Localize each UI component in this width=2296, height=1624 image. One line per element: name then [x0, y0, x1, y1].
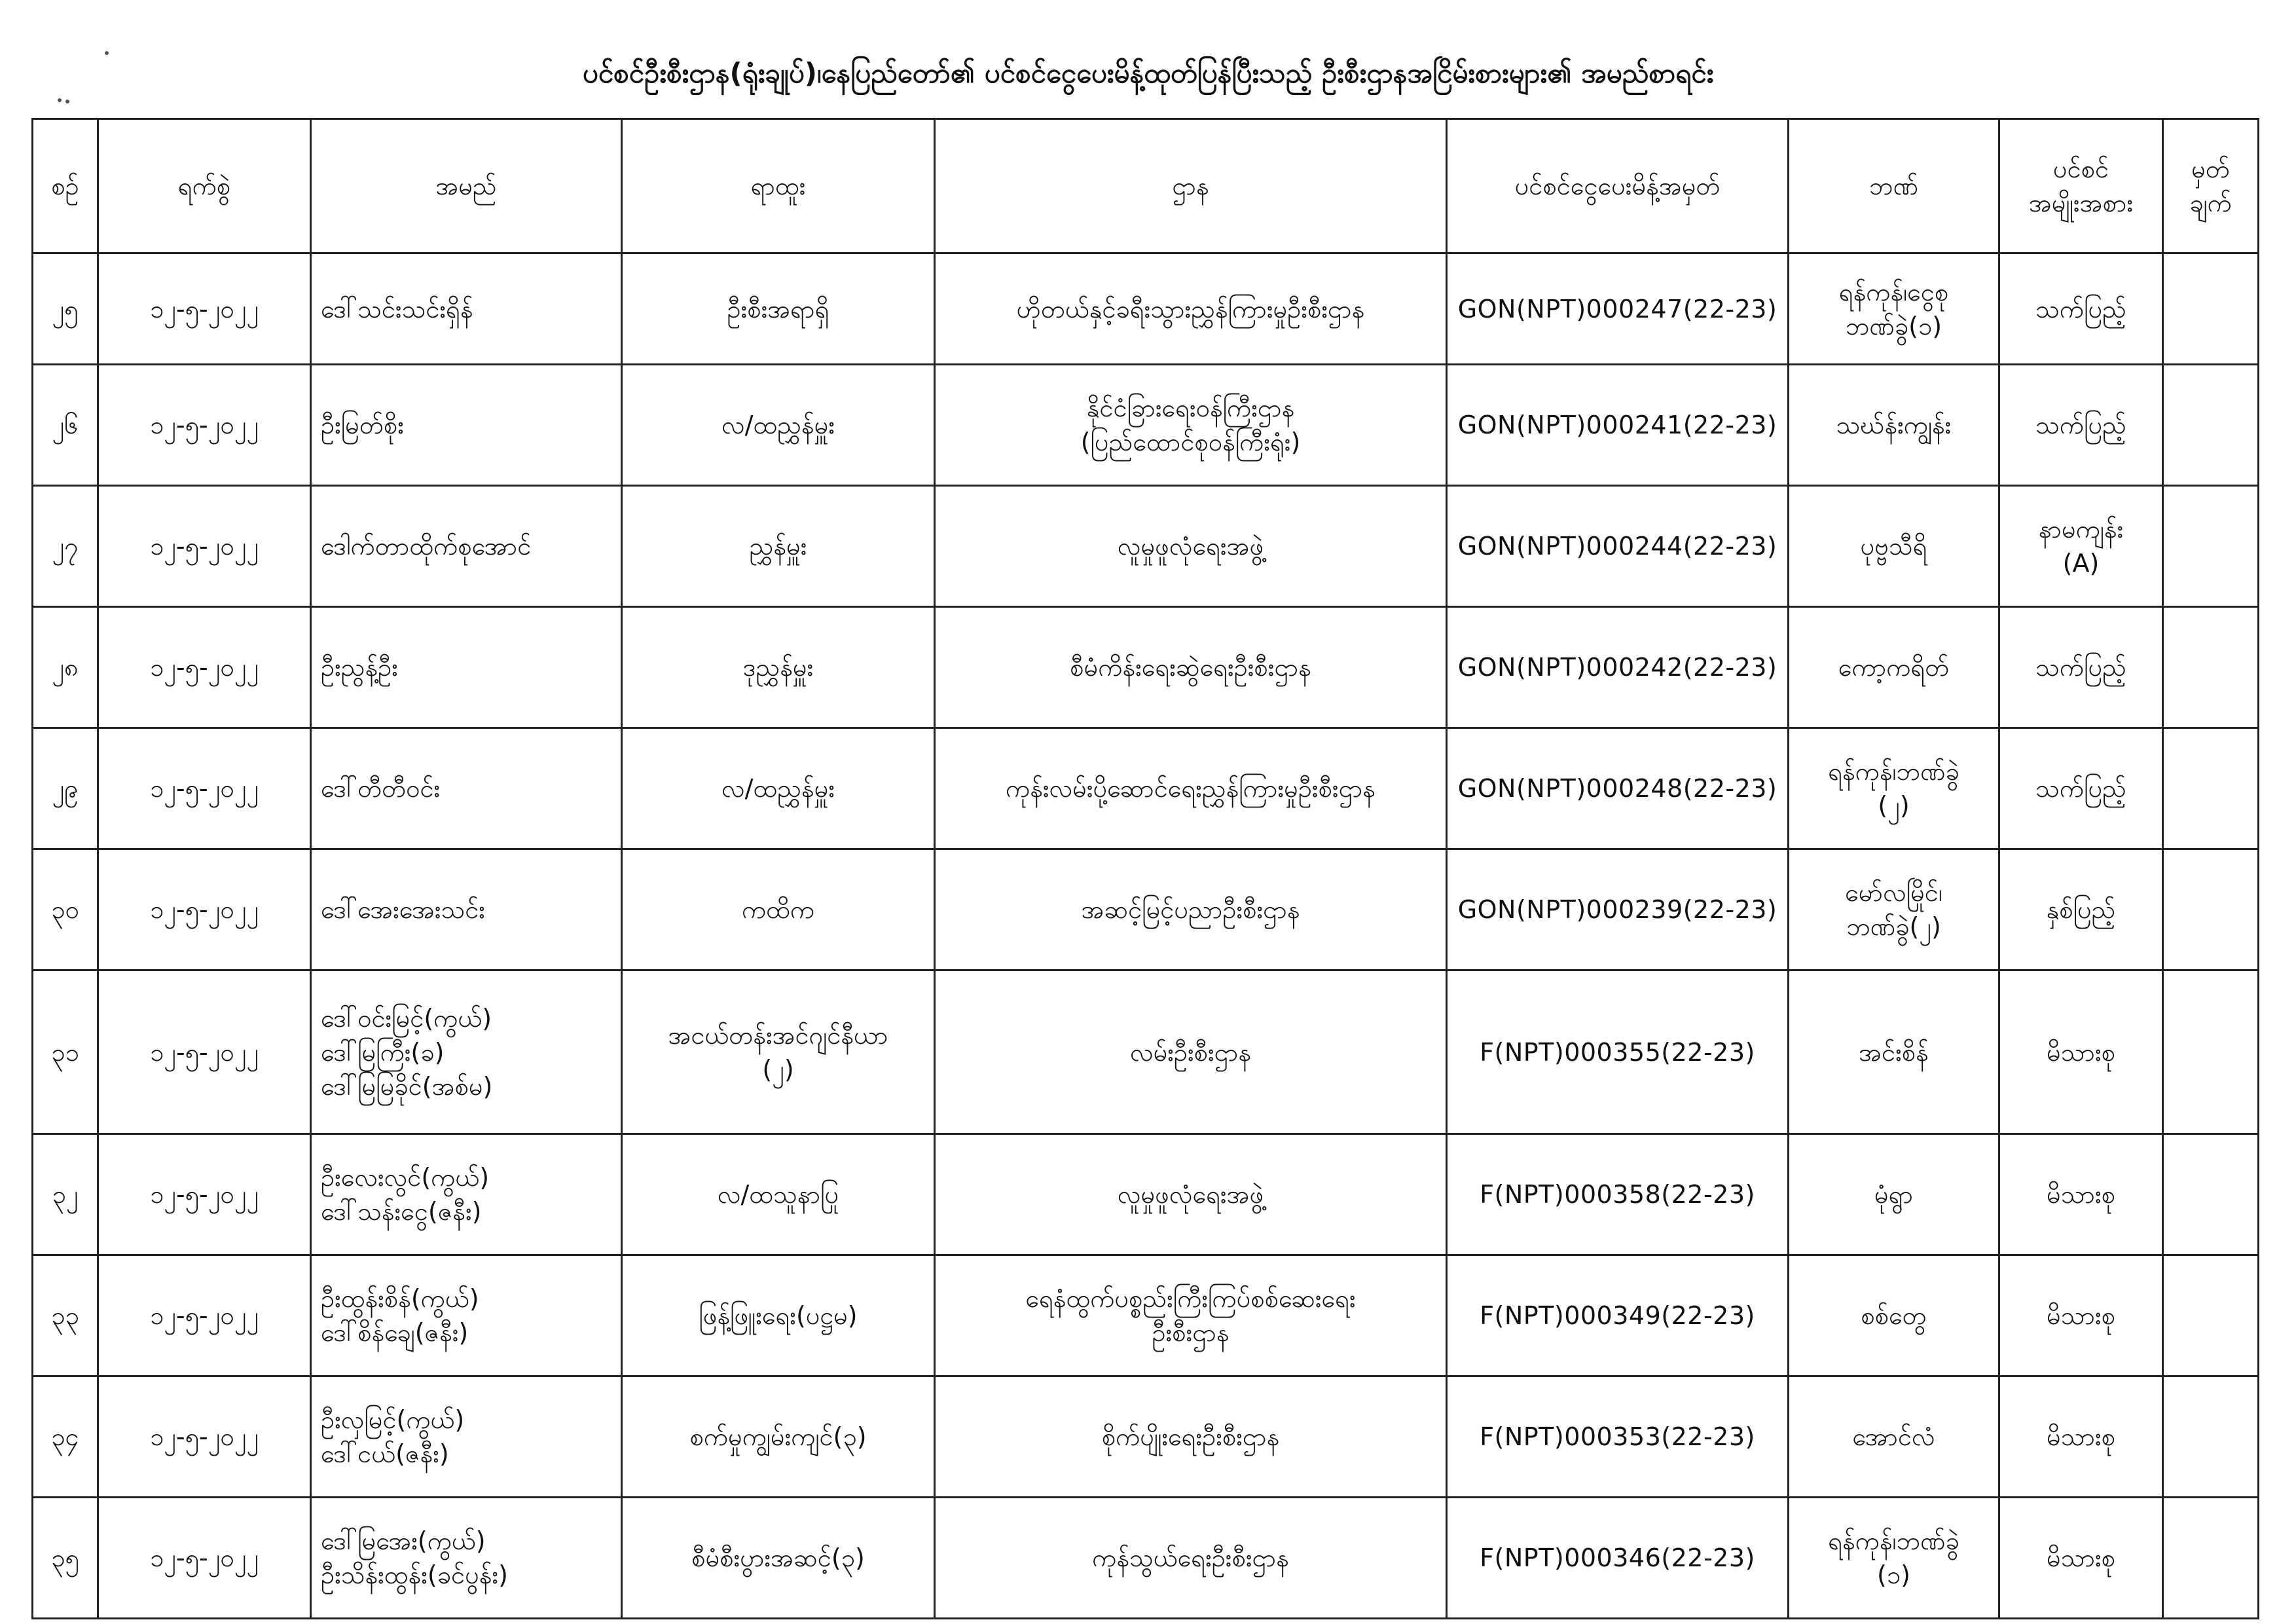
cell-date: ၁၂-၅-၂၀၂၂	[98, 365, 311, 486]
header-order-number: ပင်စင်ငွေပေးမိန့်အမှတ်	[1447, 119, 1789, 253]
cell-bank: အောင်လံ	[1789, 1376, 1999, 1498]
cell-no: ၃၃	[33, 1255, 98, 1376]
cell-date: ၁၂-၅-၂၀၂၂	[98, 486, 311, 607]
cell-remark	[2163, 1498, 2259, 1619]
cell-date: ၁၂-၅-၂၀၂၂	[98, 970, 311, 1134]
cell-no: ၂၈	[33, 607, 98, 728]
cell-rank: စက်မှုကျွမ်းကျင်(၃)	[622, 1376, 935, 1498]
cell-bank: စစ်တွေ	[1789, 1255, 1999, 1376]
page-title: ပင်စင်ဦးစီးဌာန(ရုံးချုပ်)၊နေပြည်တော်၏ ပင်စင်ငွေပေးမိန့်ထုတ်ပြန်ပြီးသည့် ဦးစီးဌာနအငြိမ်းစားများ၏ အမည်စာရင်း	[582, 57, 1714, 89]
cell-remark	[2163, 728, 2259, 849]
cell-remark	[2163, 1376, 2259, 1498]
cell-remark	[2163, 849, 2259, 970]
cell-no: ၃၂	[33, 1134, 98, 1255]
cell-name: ဦးမြတ်စိုး	[311, 365, 622, 486]
cell-rank: ဖြန့်ဖြူးရေး(ပဋ္ဌမ)	[622, 1255, 935, 1376]
cell-name: ဒေါ်အေးအေးသင်း	[311, 849, 622, 970]
scan-speck	[58, 98, 62, 102]
cell-rank: အငယ်တန်းအင်ဂျင်နီယာ (၂)	[622, 970, 935, 1134]
cell-order-number: F(NPT)000346(22-23)	[1447, 1498, 1789, 1619]
cell-remark	[2163, 970, 2259, 1134]
cell-date: ၁၂-၅-၂၀၂၂	[98, 849, 311, 970]
cell-no: ၃၅	[33, 1498, 98, 1619]
cell-order-number: GON(NPT)000248(22-23)	[1447, 728, 1789, 849]
cell-no: ၂၉	[33, 728, 98, 849]
cell-date: ၁၂-၅-၂၀၂၂	[98, 728, 311, 849]
header-date: ရက်စွဲ	[98, 119, 311, 253]
cell-department: ကုန်သွယ်ရေးဦးစီးဌာန	[935, 1498, 1447, 1619]
cell-bank: ရန်ကုန်၊ငွေစု ဘဏ်ခွဲ(၁)	[1789, 253, 1999, 365]
cell-rank: လ/ထညွှန်မှူး	[622, 728, 935, 849]
cell-pension-type: နာမကျန်း (A)	[1999, 486, 2163, 607]
table-row	[33, 1134, 2259, 1255]
cell-order-number: GON(NPT)000239(22-23)	[1447, 849, 1789, 970]
cell-bank: အင်းစိန်	[1789, 970, 1999, 1134]
cell-no: ၂၆	[33, 365, 98, 486]
cell-rank: လ/ထသူနာပြု	[622, 1134, 935, 1255]
cell-name: ဦးညွန့်ဦး	[311, 607, 622, 728]
cell-pension-type: သက်ပြည့်	[1999, 365, 2163, 486]
table-row	[33, 253, 2259, 365]
cell-pension-type: သက်ပြည့်	[1999, 728, 2163, 849]
cell-date: ၁၂-၅-၂၀၂၂	[98, 1255, 311, 1376]
cell-rank: ဦးစီးအရာရှိ	[622, 253, 935, 365]
table-row	[33, 728, 2259, 849]
cell-department: ဟိုတယ်နှင့်ခရီးသွားညွှန်ကြားမှုဦးစီးဌာန	[935, 253, 1447, 365]
cell-rank: လ/ထညွှန်မှူး	[622, 365, 935, 486]
cell-pension-type: မိသားစု	[1999, 970, 2163, 1134]
cell-rank: ကထိက	[622, 849, 935, 970]
cell-rank: ညွှန်မှူး	[622, 486, 935, 607]
cell-department: ရေနံထွက်ပစ္စည်းကြီးကြပ်စစ်ဆေးရေး ဦးစီးဌာန	[935, 1255, 1447, 1376]
cell-pension-type: မိသားစု	[1999, 1376, 2163, 1498]
cell-date: ၁၂-၅-၂၀၂၂	[98, 607, 311, 728]
cell-bank: မုံရွာ	[1789, 1134, 1999, 1255]
cell-bank: မော်လမြိုင်၊ ဘဏ်ခွဲ(၂)	[1789, 849, 1999, 970]
cell-order-number: GON(NPT)000241(22-23)	[1447, 365, 1789, 486]
cell-name: ဒေါ်သင်းသင်းရှိန်	[311, 253, 622, 365]
cell-name: ဒေါ်ဝင်းမြင့်(ကွယ်) ဒေါ်မြကြီး(ခ) ဒေါ်မြမြခိုင်(အစ်မ)	[311, 970, 622, 1134]
scan-speck	[65, 100, 69, 103]
cell-bank: ရန်ကုန်၊ဘဏ်ခွဲ (၂)	[1789, 728, 1999, 849]
cell-bank: ပုဗ္ဗသီရိ	[1789, 486, 1999, 607]
table-row	[33, 849, 2259, 970]
cell-order-number: F(NPT)000349(22-23)	[1447, 1255, 1789, 1376]
cell-department: စိုက်ပျိုးရေးဦးစီးဌာန	[935, 1376, 1447, 1498]
table-row	[33, 607, 2259, 728]
cell-order-number: F(NPT)000358(22-23)	[1447, 1134, 1789, 1255]
table-row	[33, 486, 2259, 607]
cell-order-number: F(NPT)000353(22-23)	[1447, 1376, 1789, 1498]
cell-department: လမ်းဦးစီးဌာန	[935, 970, 1447, 1134]
cell-bank: ကော့ကရိတ်	[1789, 607, 1999, 728]
cell-no: ၂၅	[33, 253, 98, 365]
cell-order-number: GON(NPT)000247(22-23)	[1447, 253, 1789, 365]
cell-bank: ရန်ကုန်၊ဘဏ်ခွဲ (၁)	[1789, 1498, 1999, 1619]
header-bank: ဘဏ်	[1789, 119, 1999, 253]
cell-rank: ဒုညွှန်မှူး	[622, 607, 935, 728]
table-row	[33, 1376, 2259, 1498]
cell-no: ၂၇	[33, 486, 98, 607]
cell-department: စီမံကိန်းရေးဆွဲရေးဦးစီးဌာန	[935, 607, 1447, 728]
cell-name: ဦးလေးလွင်(ကွယ်) ဒေါ်သန်းငွေ(ဇနီး)	[311, 1134, 622, 1255]
cell-pension-type: မိသားစု	[1999, 1255, 2163, 1376]
header-name: အမည်	[311, 119, 622, 253]
table-row	[33, 1498, 2259, 1619]
cell-department: လူမှုဖူလုံရေးအဖွဲ့	[935, 1134, 1447, 1255]
cell-department: ကုန်းလမ်းပို့ဆောင်ရေးညွှန်ကြားမှုဦးစီးဌာန	[935, 728, 1447, 849]
header-row	[33, 119, 2259, 253]
cell-bank: သဃ်န်းကျွန်း	[1789, 365, 1999, 486]
table-row	[33, 970, 2259, 1134]
cell-name: ဦးလှမြင့်(ကွယ်) ဒေါ်ငယ်(ဇနီး)	[311, 1376, 622, 1498]
cell-name: ဒေါ်မြအေး(ကွယ်) ဦးသိန်းထွန်း(ခင်ပွန်း)	[311, 1498, 622, 1619]
cell-no: ၃၄	[33, 1376, 98, 1498]
cell-department: အဆင့်မြင့်ပညာဦးစီးဌာန	[935, 849, 1447, 970]
cell-remark	[2163, 607, 2259, 728]
cell-remark	[2163, 486, 2259, 607]
cell-date: ၁၂-၅-၂၀၂၂	[98, 1134, 311, 1255]
cell-name: ဒေါ်တီတီဝင်း	[311, 728, 622, 849]
cell-rank: စီမံစီးပွားအဆင့်(၃)	[622, 1498, 935, 1619]
cell-no: ၃၁	[33, 970, 98, 1134]
header-pension-type: ပင်စင် အမျိုးအစား	[1999, 119, 2163, 253]
cell-pension-type: သက်ပြည့်	[1999, 253, 2163, 365]
cell-date: ၁၂-၅-၂၀၂၂	[98, 1498, 311, 1619]
cell-department: လူမှုဖူလုံရေးအဖွဲ့	[935, 486, 1447, 607]
pension-table	[31, 118, 2259, 1619]
cell-remark	[2163, 1134, 2259, 1255]
cell-pension-type: နှစ်ပြည့်	[1999, 849, 2163, 970]
cell-pension-type: သက်ပြည့်	[1999, 607, 2163, 728]
table-row	[33, 1255, 2259, 1376]
cell-date: ၁၂-၅-၂၀၂၂	[98, 253, 311, 365]
cell-remark	[2163, 253, 2259, 365]
cell-pension-type: မိသားစု	[1999, 1498, 2163, 1619]
cell-name: ဦးထွန်းစိန်(ကွယ်) ဒေါ်စိန်ချေ(ဇနီး)	[311, 1255, 622, 1376]
cell-department: နိုင်ငံခြားရေးဝန်ကြီးဌာန (ပြည်ထောင်စုဝန်ကြီးရုံး)	[935, 365, 1447, 486]
pension-table-container	[31, 118, 2257, 1619]
cell-name: ဒေါက်တာထိုက်စုအောင်	[311, 486, 622, 607]
cell-order-number: GON(NPT)000242(22-23)	[1447, 607, 1789, 728]
header-rank: ရာထူး	[622, 119, 935, 253]
cell-remark	[2163, 1255, 2259, 1376]
header-remark: မှတ် ချက်	[2163, 119, 2259, 253]
cell-no: ၃၀	[33, 849, 98, 970]
cell-remark	[2163, 365, 2259, 486]
header-no: စဉ်	[33, 119, 98, 253]
cell-order-number: F(NPT)000355(22-23)	[1447, 970, 1789, 1134]
header-department: ဌာန	[935, 119, 1447, 253]
cell-date: ၁၂-၅-၂၀၂၂	[98, 1376, 311, 1498]
cell-order-number: GON(NPT)000244(22-23)	[1447, 486, 1789, 607]
table-row	[33, 365, 2259, 486]
cell-pension-type: မိသားစု	[1999, 1134, 2163, 1255]
